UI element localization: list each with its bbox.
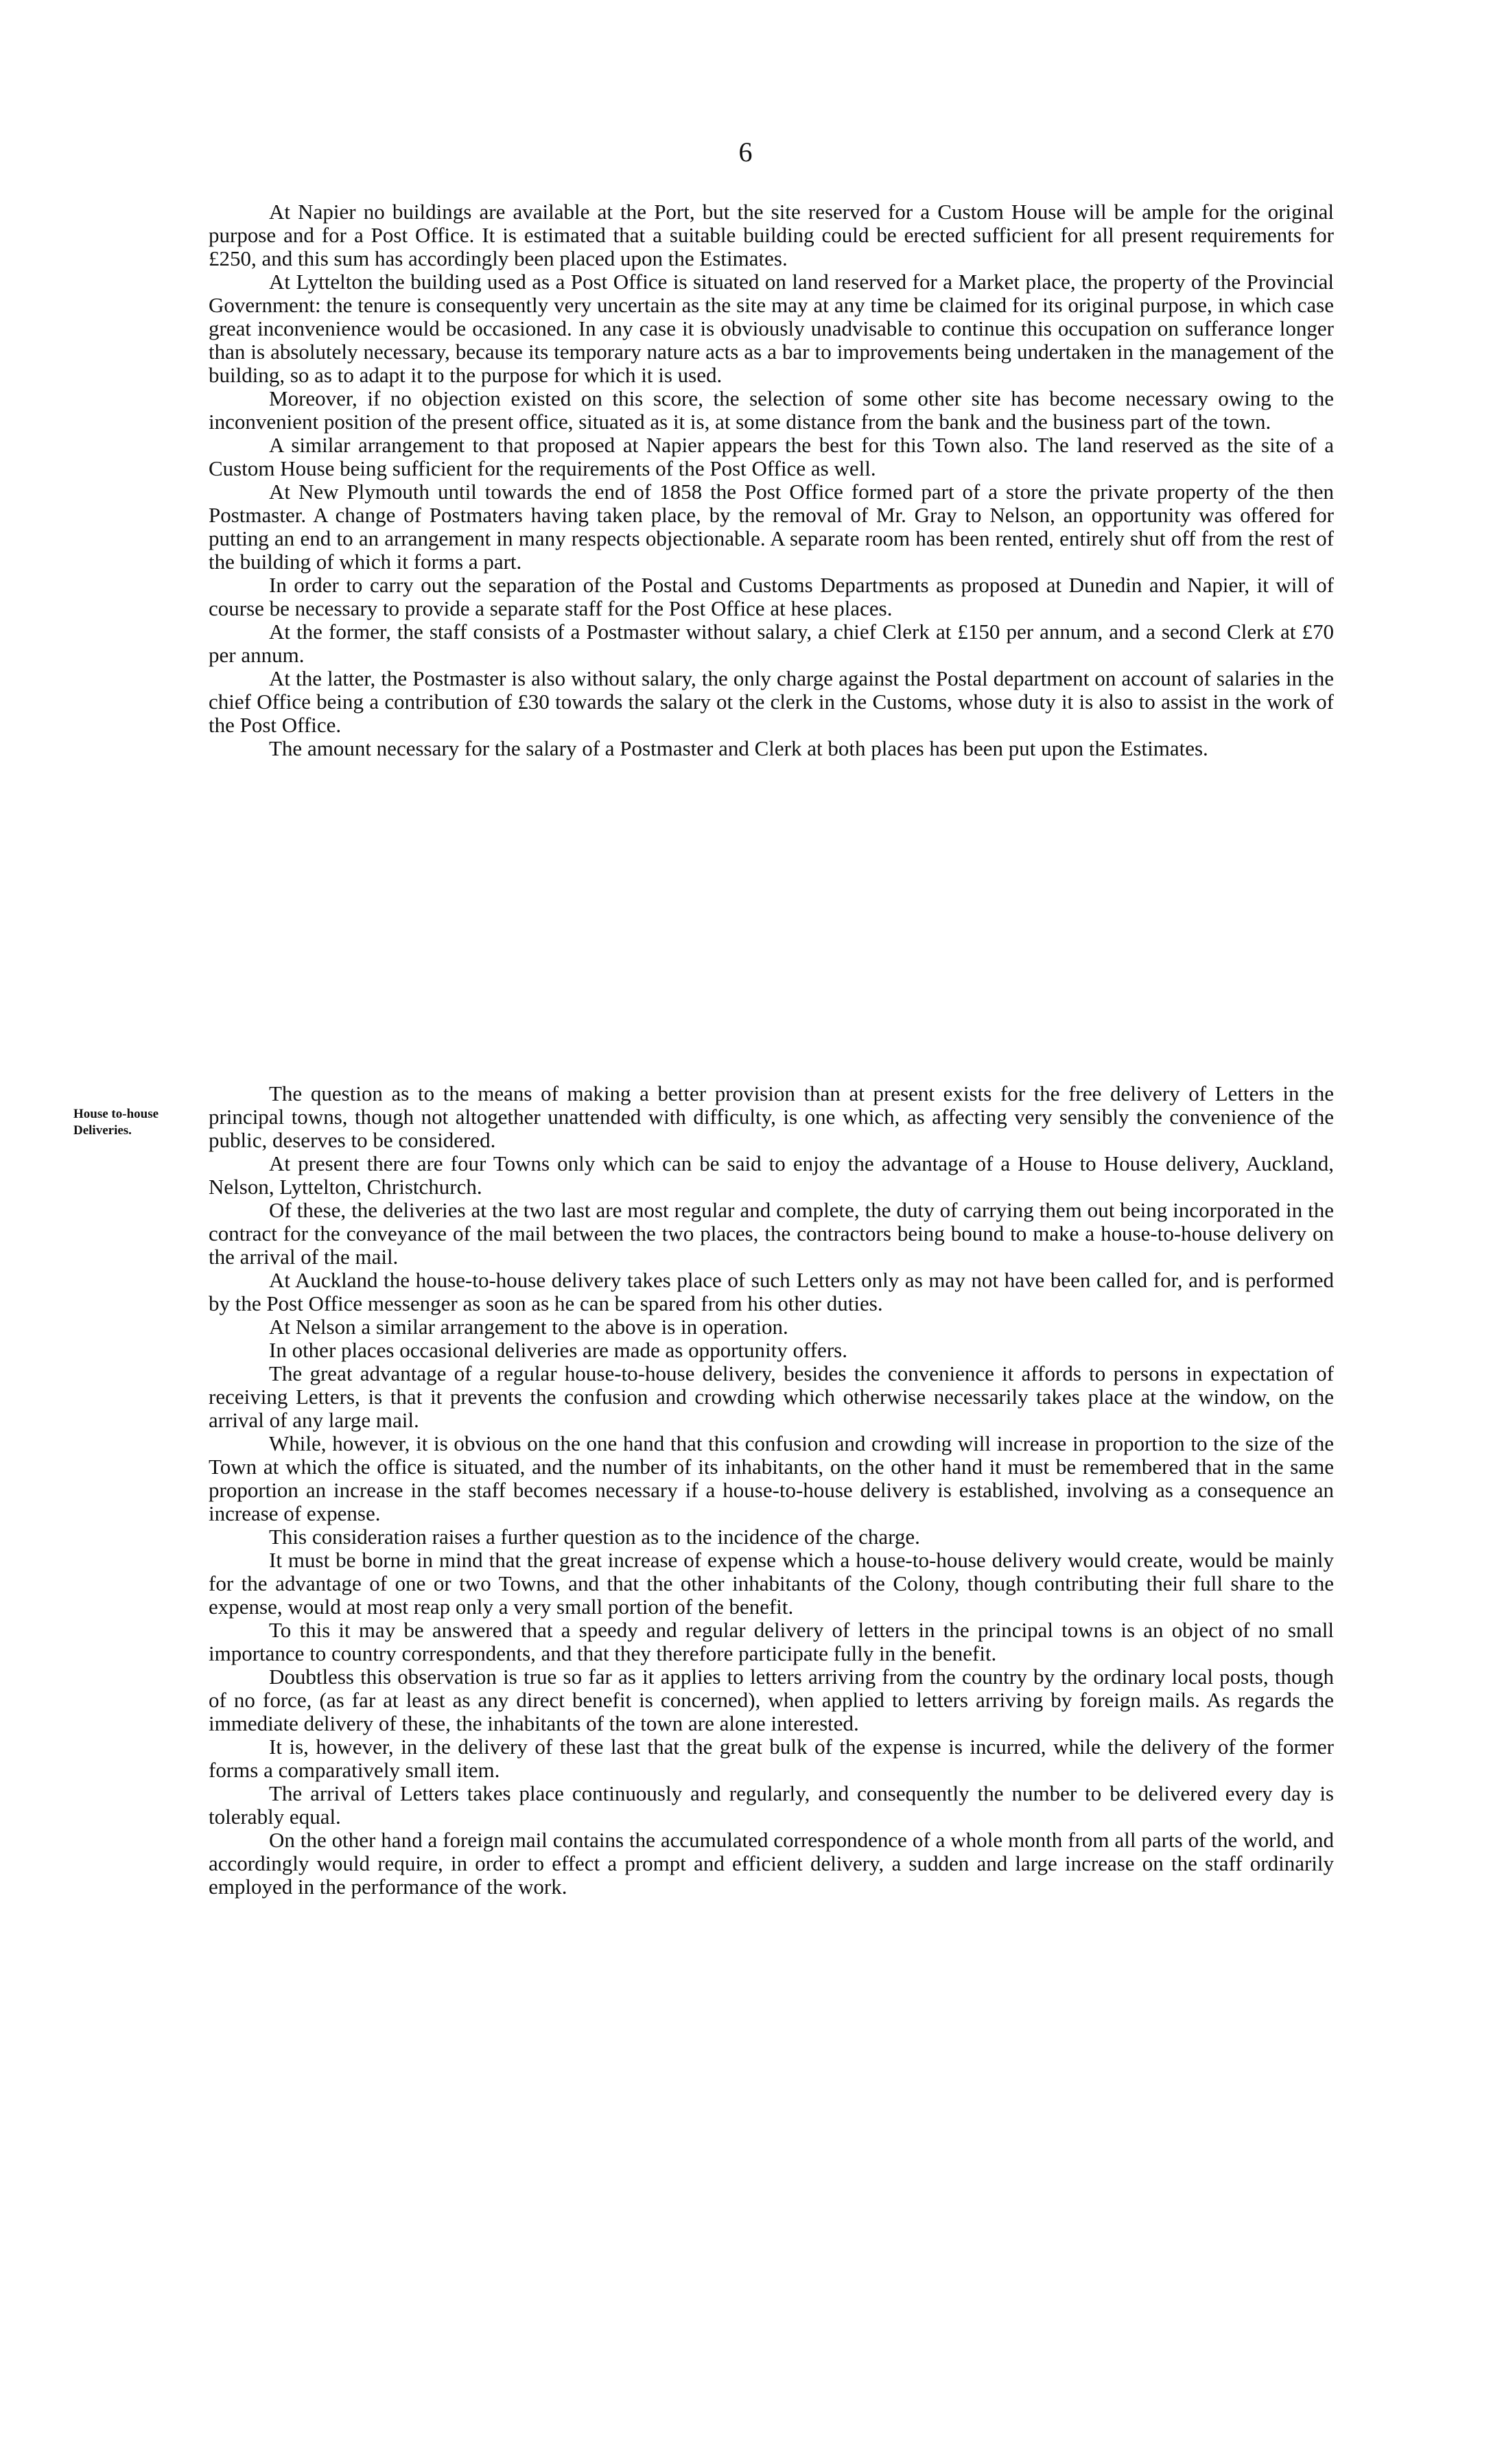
paragraph-other-places: In other places occasional deliveries are made as opportunity offers.	[269, 1338, 847, 1362]
paragraph-question: The question as to the means of making a better provision than at present exists for the free delivery of Letters in the principal towns, though not altogether unattended with difficulty, is one which, as affecting very sensibly the convenience of the public, deserves to be considered.	[209, 1081, 1334, 1152]
paragraph-former-staff: At the former, the staff consists of a Postmaster without salary, a chief Clerk at £150 per annum, and a second Clerk at £70 per annum.	[209, 620, 1334, 667]
paragraph-bulk-expense: It is, however, in the delivery of these last that the great bulk of the expense is incurred, while the delivery of the former forms a comparatively small item.	[209, 1735, 1334, 1782]
paragraph-auckland: At Auckland the house-to-house delivery takes place of such Letters only as may not have been called for, and is performed by the Post Office messenger as soon as he can be spared from his other duties.	[209, 1268, 1334, 1315]
paragraph-nelson: At Nelson a similar arrangement to the above is in operation.	[269, 1315, 788, 1339]
section-post-office-buildings	[209, 200, 1334, 760]
paragraph-similar-arrangement: A similar arrangement to that proposed at Napier appears the best for this Town also. The land reserved as the site of a Custom House being sufficient for the requirements of the Post Office as well.	[209, 433, 1334, 480]
paragraph-answer: To this it may be answered that a speedy and regular delivery of letters in the principal towns is an object of no small importance to country correspondents, and that they therefore participate fully in the benefit.	[209, 1618, 1334, 1665]
paragraph-new-plymouth: At New Plymouth until towards the end of 1858 the Post Office formed part of a store the private property of the then Postmaster. A change of Postmaters having taken place, by the removal of Mr. Gray to Nelson, an opportunity was offered for putting an end to an arrangement in many respects objectionable. A separate room has been rented, entirely shut off from the rest of the building of which it forms a part.	[209, 480, 1334, 574]
paragraph-foreign-mail: On the other hand a foreign mail contains the accumulated correspondence of a whole month from all parts of the world, and accordingly would require, in order to effect a prompt and efficient delivery, a sudden and large increase on the staff ordinarily employed in the performance of the work.	[209, 1828, 1334, 1899]
paragraph-lyttelton: At Lyttelton the building used as a Post Office is situated on land reserved for a Market place, the property of the Provincial Government: the tenure is consequently very uncertain as the site may at any time be claimed for its original purpose, in which case great inconvenience would be occasioned. In any case it is obviously unadvisable to continue this occupation on sufferance longer than is absolutely necessary, because its temporary nature acts as a bar to improvements being undertaken in the management of the building, so as to adapt it to the purpose for which it is used.	[209, 270, 1334, 387]
paragraph-doubtless: Doubtless this observation is true so far as it applies to letters arriving from the country by the ordinary local posts, though of no force, (as far at least as any direct benefit is concerned), when applied to letters arriving by foreign mails. As regards the immediate delivery of these, the inhabitants of the town are alone interested.	[209, 1665, 1334, 1735]
side-note-line: Deliveries.	[73, 1123, 132, 1138]
paragraph-expense: It must be borne in mind that the great increase of expense which a house-to-house delivery would create, would be mainly for the advantage of one or two Towns, and that the other inhabitants of the Colony, though contributing their full share to the expense, would at most reap only a very small portion of the benefit.	[209, 1548, 1334, 1619]
page-number: 6	[738, 137, 753, 167]
side-note	[73, 1106, 211, 1139]
paragraph-deliveries-regular: Of these, the deliveries at the two last are most regular and complete, the duty of carrying them out being incorporated in the contract for the conveyance of the mail between the two places, the contractors being bound to make a house-to-house delivery on the arrival of the mail.	[209, 1198, 1334, 1269]
paragraph-moreover: Moreover, if no objection existed on this score, the selection of some other site has become necessary owing to the inconvenient position of the present office, situated as it is, at some distance from the bank and the business part of the town.	[209, 386, 1334, 434]
paragraph-latter-staff: At the latter, the Postmaster is also without salary, the only charge against the Postal department on account of salaries in the chief Office being a contribution of £30 towards the salary ot the clerk in the Customs, whose duty it is also to assist in the work of the Post Office.	[209, 666, 1334, 737]
paragraph-arrival: The arrival of Letters takes place continuously and regularly, and consequently the number to be delivered every day is tolerably equal.	[209, 1781, 1334, 1829]
paragraph-napier: At Napier no buildings are available at the Port, but the site reserved for a Custom House will be ample for the original purpose and for a Post Office. It is estimated that a suitable building could be erected sufficient for all present requirements for £250, and this sum has accordingly been placed upon the Estimates.	[209, 200, 1334, 270]
paragraph-estimates: The amount necessary for the salary of a Postmaster and Clerk at both places has been put upon the Estimates.	[269, 736, 1208, 760]
paragraph-confusion: While, however, it is obvious on the one hand that this confusion and crowding will increase in proportion to the size of the Town at which the office is situated, and the number of its inhabitants, on the other hand it must be remembered that in the same proportion an increase in the staff becomes necessary if a house-to-house delivery is established, involving as a consequence an increase of expense.	[209, 1431, 1334, 1525]
paragraph-great-advantage: The great advantage of a regular house-to-house delivery, besides the convenience it affords to persons in expectation of receiving Letters, is that it prevents the confusion and crowding which otherwise necessarily takes place at the window, on the arrival of any large mail.	[209, 1361, 1334, 1432]
paragraph-incidence: This consideration raises a further question as to the incidence of the charge.	[269, 1525, 920, 1549]
paragraph-separation: In order to carry out the separation of the Postal and Customs Departments as proposed at Dunedin and Napier, it will of course be necessary to provide a separate staff for the Post Office at hese places.	[209, 573, 1334, 620]
paragraph-four-towns: At present there are four Towns only which can be said to enjoy the advantage of a House to House delivery, Auckland, Nelson, Lyttelton, Christchurch.	[209, 1151, 1334, 1199]
section-house-to-house-deliveries	[209, 1082, 1334, 1899]
side-note-line: House to-house	[73, 1107, 159, 1121]
